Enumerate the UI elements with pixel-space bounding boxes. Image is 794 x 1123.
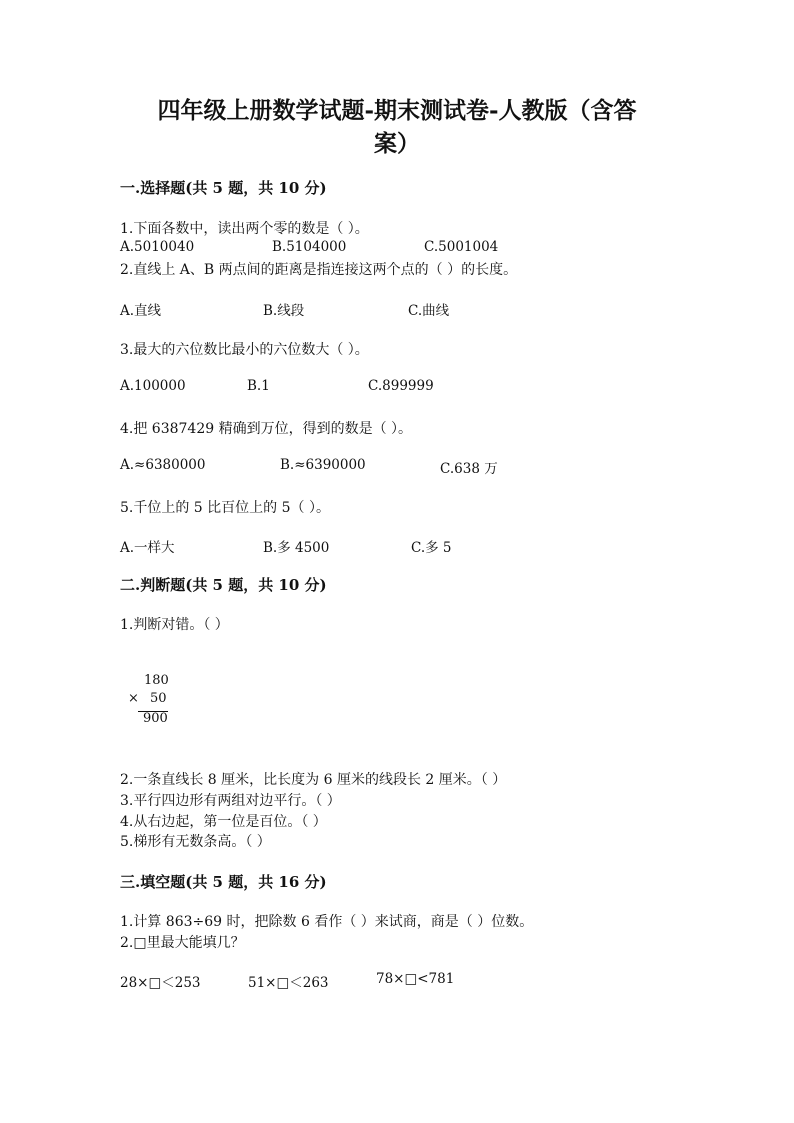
option-1-4-c: C.638 万 — [440, 461, 498, 477]
fill-item-2: 51×□＜263 — [248, 975, 329, 991]
fill-item-3: 78×□<781 — [376, 971, 455, 987]
question-1-3: 3.最大的六位数比最小的六位数大（ ）。 — [120, 342, 369, 358]
calc-multiplier: 50 — [150, 691, 167, 706]
fill-item-1: 28×□＜253 — [120, 975, 201, 991]
question-1-2: 2.直线上 A、B 两点间的距离是指连接这两个点的（ ）的长度。 — [120, 262, 518, 278]
option-1-1-a: A.5010040 — [120, 239, 195, 255]
question-3-2: 2.□里最大能填几？ — [120, 935, 245, 951]
option-1-3-b: B.1 — [247, 378, 270, 394]
calc-result: 900 — [143, 711, 168, 726]
option-1-5-c: C.多 5 — [411, 540, 452, 556]
option-1-4-a: A.≈6380000 — [120, 457, 206, 473]
question-3-1: 1.计算 863÷69 时，把除数 6 看作（ ）来试商，商是（ ）位数。 — [120, 914, 534, 930]
question-2-1: 1.判断对错。（ ） — [120, 617, 229, 633]
option-1-3-a: A.100000 — [120, 378, 186, 394]
question-2-4: 4.从右边起，第一位是百位。（ ） — [120, 814, 327, 830]
section-heading-choice: 一.选择题(共 5 题，共 10 分) — [120, 179, 327, 197]
option-1-5-a: A.一样大 — [120, 540, 175, 556]
calc-multiplicand: 180 — [144, 673, 169, 688]
section-heading-judgement: 二.判断题(共 5 题，共 10 分) — [120, 576, 327, 594]
section-heading-fill-blank: 三.填空题(共 5 题，共 16 分) — [120, 873, 327, 891]
option-1-1-c: C.5001004 — [424, 239, 499, 255]
option-1-3-c: C.899999 — [368, 378, 434, 394]
question-1-1: 1.下面各数中，读出两个零的数是（ ）。 — [120, 221, 369, 237]
question-2-2: 2.一条直线长 8 厘米，比长度为 6 厘米的线段长 2 厘米。（ ） — [120, 772, 507, 788]
option-1-5-b: B.多 4500 — [263, 540, 330, 556]
question-1-5: 5.千位上的 5 比百位上的 5（ ）。 — [120, 500, 330, 516]
option-1-2-a: A.直线 — [120, 303, 162, 319]
question-2-3: 3.平行四边形有两组对边平行。（ ） — [120, 793, 341, 809]
option-1-4-b: B.≈6390000 — [280, 457, 366, 473]
title-line-1: 四年级上册数学试题-期末测试卷-人教版（含答 — [157, 97, 637, 124]
page-title — [120, 94, 674, 160]
calc-times-sign: × — [128, 691, 139, 706]
title-line-2: 案） — [374, 130, 420, 157]
option-1-1-b: B.5104000 — [272, 239, 347, 255]
option-1-2-b: B.线段 — [263, 303, 305, 319]
question-1-4: 4.把 6387429 精确到万位，得到的数是（ ）。 — [120, 421, 413, 437]
option-1-2-c: C.曲线 — [408, 303, 450, 319]
question-2-5: 5.梯形有无数条高。（ ） — [120, 834, 271, 850]
